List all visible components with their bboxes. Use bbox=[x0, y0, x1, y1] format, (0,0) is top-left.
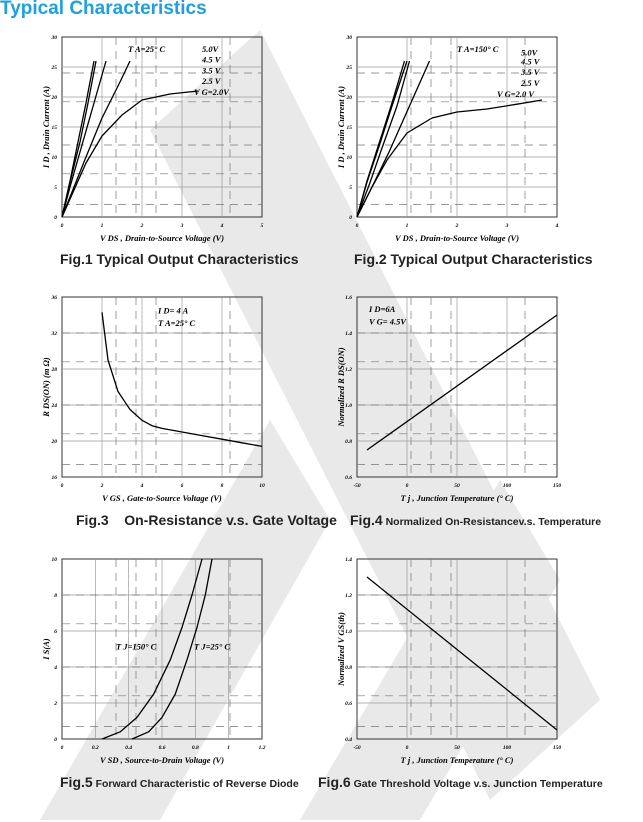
y-tick-label: 0.8 bbox=[345, 439, 352, 445]
y-tick-label: 15 bbox=[346, 125, 352, 131]
chart-annotation: 5.0V bbox=[521, 47, 538, 58]
x-tick-label: 50 bbox=[454, 745, 460, 751]
y-tick-label: 24 bbox=[51, 403, 57, 409]
x-tick-label: 4 bbox=[140, 483, 144, 489]
series-line bbox=[357, 61, 410, 217]
fig2-caption: Fig.2 Typical Output Characteristics bbox=[354, 251, 593, 267]
x-tick-label: 5 bbox=[260, 223, 264, 229]
y-tick-label: 15 bbox=[51, 125, 57, 131]
fig6-caption bbox=[318, 774, 603, 792]
x-tick-label: 0.4 bbox=[125, 745, 133, 751]
chart-annotation: 3.5 V bbox=[202, 65, 221, 76]
chart-annotation: 3.5 V bbox=[521, 67, 540, 78]
x-tick-label: 0.6 bbox=[158, 745, 166, 751]
y-tick-label: 16 bbox=[51, 475, 57, 481]
x-tick-label: 150 bbox=[552, 745, 562, 751]
plot-area bbox=[41, 35, 264, 243]
y-tick-label: 5 bbox=[54, 185, 57, 191]
plot-area bbox=[41, 557, 266, 765]
fig5-caption bbox=[60, 774, 299, 792]
chart-annotation: V G=2.0 V bbox=[497, 88, 535, 99]
fig3-caption: Fig.3 On-Resistance v.s. Gate Voltage bbox=[76, 512, 337, 528]
x-tick-label: 50 bbox=[454, 483, 460, 489]
plot-area bbox=[336, 557, 561, 765]
x-tick-label: 2 bbox=[455, 223, 459, 229]
fig5-caption-text: Forward Characteristic of Reverse Diode bbox=[92, 778, 299, 790]
x-axis-title: T j , Junction Temperature (° C) bbox=[400, 493, 514, 503]
chart-annotation: T A=25° C bbox=[158, 318, 196, 329]
fig5-diode-chart bbox=[40, 555, 290, 785]
fig1-caption: Fig.1 Typical Output Characteristics bbox=[60, 251, 299, 267]
chart-annotation: T A=25° C bbox=[128, 43, 166, 54]
y-tick-label: 20 bbox=[346, 95, 352, 101]
y-tick-label: 1.4 bbox=[345, 557, 352, 563]
fig6-caption-prefix: Fig.6 bbox=[318, 774, 351, 790]
x-tick-label: 8 bbox=[220, 483, 224, 489]
x-tick-label: 1 bbox=[405, 223, 409, 229]
y-tick-label: 4 bbox=[54, 665, 57, 671]
y-axis-title: Normalized R DS(ON) bbox=[336, 347, 346, 427]
fig5-caption-prefix: Fig.5 bbox=[60, 774, 93, 790]
chart-annotation: 2.5 V bbox=[202, 76, 221, 87]
y-tick-label: 1.0 bbox=[345, 403, 352, 409]
x-tick-label: 1 bbox=[100, 223, 104, 229]
y-tick-label: 2 bbox=[54, 701, 57, 707]
chart-annotation: T J=25° C bbox=[194, 641, 231, 652]
y-tick-label: 36 bbox=[51, 295, 57, 301]
chart-annotation: 4.5 V bbox=[202, 54, 221, 65]
x-tick-label: 3 bbox=[505, 223, 509, 229]
x-tick-label: 2 bbox=[140, 223, 144, 229]
y-tick-label: 0 bbox=[54, 215, 57, 221]
chart-annotation: V G=2.0V bbox=[194, 87, 229, 97]
series-line bbox=[357, 61, 407, 217]
y-tick-label: 8 bbox=[54, 593, 57, 599]
y-tick-label: 1.4 bbox=[345, 331, 352, 337]
fig3-onresistance-chart bbox=[40, 293, 290, 523]
x-tick-label: 0 bbox=[405, 745, 409, 751]
y-tick-label: 0.8 bbox=[345, 665, 352, 671]
chart-annotation: V G= 4.5V bbox=[369, 316, 407, 327]
plot-area bbox=[336, 295, 561, 503]
y-tick-label: 1.2 bbox=[345, 593, 352, 599]
y-axis-title: Normalized V GS(th) bbox=[336, 612, 346, 686]
y-tick-label: 0.6 bbox=[345, 701, 352, 707]
x-tick-label: 150 bbox=[552, 483, 562, 489]
y-tick-label: 32 bbox=[51, 331, 57, 337]
y-tick-label: 0 bbox=[54, 737, 57, 743]
y-tick-label: 20 bbox=[51, 95, 57, 101]
x-tick-label: 100 bbox=[502, 745, 512, 751]
y-tick-label: 1.0 bbox=[345, 629, 352, 635]
x-axis-title: V DS , Drain-to-Source Voltage (V) bbox=[394, 233, 520, 243]
y-tick-label: 0.6 bbox=[345, 475, 352, 481]
y-axis-title: I D , Drain Current (A) bbox=[336, 85, 346, 169]
x-tick-label: 4 bbox=[555, 223, 559, 229]
chart-annotation: T J=150° C bbox=[116, 641, 157, 652]
fig2-output-chart bbox=[335, 33, 585, 263]
y-tick-label: 30 bbox=[346, 35, 352, 41]
series-line bbox=[367, 577, 557, 730]
fig6-caption-text: Gate Threshold Voltage v.s. Junction Temperature bbox=[350, 778, 603, 790]
x-axis-title: T j , Junction Temperature (° C) bbox=[400, 755, 514, 765]
x-axis-title: V SD , Source-to-Drain Voltage (V) bbox=[99, 755, 225, 765]
chart-annotation: 4.5 V bbox=[521, 56, 540, 67]
y-tick-label: 10 bbox=[51, 557, 57, 563]
y-tick-label: 0 bbox=[349, 215, 352, 221]
fig6-threshold-chart bbox=[335, 555, 585, 785]
x-tick-label: 4 bbox=[220, 223, 224, 229]
fig4-caption-text: Normalized On-Resistancev.s. Temperature bbox=[382, 516, 602, 528]
y-tick-label: 25 bbox=[51, 65, 57, 71]
y-tick-label: 30 bbox=[51, 35, 57, 41]
y-tick-label: 20 bbox=[51, 439, 57, 445]
y-axis-title: I D , Drain Current (A) bbox=[41, 85, 51, 169]
x-tick-label: 1 bbox=[227, 745, 231, 751]
x-tick-label: -50 bbox=[353, 483, 361, 489]
chart-annotation: I D=6A bbox=[369, 303, 396, 314]
plot-area bbox=[336, 35, 559, 243]
series-line bbox=[62, 61, 106, 217]
y-tick-label: 1.2 bbox=[345, 367, 352, 373]
chart-annotation: I D= 4 A bbox=[158, 305, 189, 316]
chart-annotation: T A=150° C bbox=[457, 43, 499, 54]
chart-annotation: 2.5 V bbox=[521, 78, 540, 88]
y-tick-label: 5 bbox=[349, 185, 352, 191]
x-tick-label: 0 bbox=[60, 483, 64, 489]
series-line bbox=[62, 91, 198, 217]
fig4-caption bbox=[350, 512, 601, 530]
page-title: Typical Characteristics bbox=[0, 0, 207, 19]
x-tick-label: 1.2 bbox=[258, 745, 266, 751]
plot-area bbox=[41, 295, 265, 503]
fig1-output-chart bbox=[40, 33, 290, 263]
x-tick-label: -50 bbox=[353, 745, 361, 751]
fig4-caption-prefix: Fig.4 bbox=[350, 512, 383, 528]
y-tick-label: 25 bbox=[346, 65, 352, 71]
x-tick-label: 0.2 bbox=[91, 745, 99, 751]
series-line bbox=[367, 315, 557, 450]
chart-annotation: 5.0V bbox=[202, 43, 219, 54]
series-line bbox=[357, 61, 430, 217]
y-axis-title: R DS(ON) (m Ω) bbox=[41, 357, 51, 417]
y-tick-label: 6 bbox=[54, 629, 57, 635]
y-tick-label: 0.4 bbox=[345, 737, 352, 743]
x-tick-label: 3 bbox=[180, 223, 184, 229]
x-tick-label: 10 bbox=[259, 483, 265, 489]
series-line bbox=[357, 100, 542, 217]
x-tick-label: 0 bbox=[60, 745, 64, 751]
y-axis-title: I S(A) bbox=[41, 638, 51, 660]
x-tick-label: 0 bbox=[355, 223, 359, 229]
x-tick-label: 6 bbox=[180, 483, 184, 489]
x-tick-label: 0 bbox=[60, 223, 64, 229]
x-tick-label: 0.8 bbox=[191, 745, 199, 751]
y-tick-label: 1.6 bbox=[345, 295, 352, 301]
x-tick-label: 100 bbox=[502, 483, 512, 489]
x-tick-label: 0 bbox=[405, 483, 409, 489]
y-tick-label: 10 bbox=[346, 155, 352, 161]
y-tick-label: 10 bbox=[51, 155, 57, 161]
y-tick-label: 28 bbox=[51, 367, 57, 373]
x-tick-label: 2 bbox=[100, 483, 104, 489]
fig4-normalized-rds-chart bbox=[335, 293, 585, 523]
x-axis-title: V GS , Gate-to-Source Voltage (V) bbox=[102, 493, 222, 503]
x-axis-title: V DS , Drain-to-Source Voltage (V) bbox=[99, 233, 225, 243]
